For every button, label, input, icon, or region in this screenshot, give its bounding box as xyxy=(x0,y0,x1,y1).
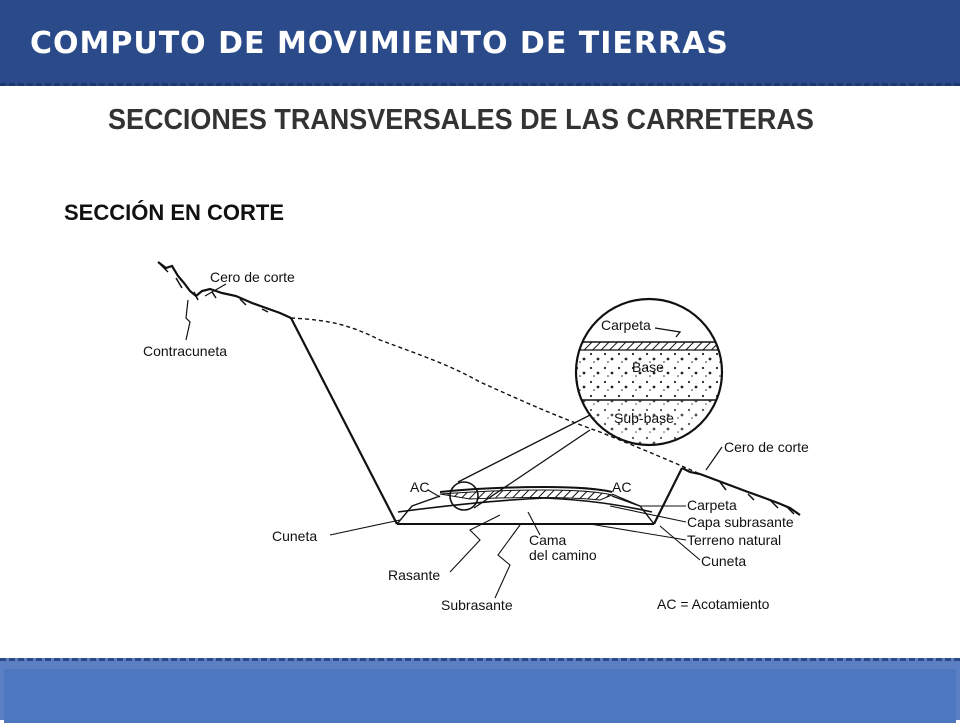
leader-cero-right xyxy=(706,447,722,470)
label-ac-left: AC xyxy=(410,479,430,495)
subrasante-layer xyxy=(398,498,652,512)
section-title: SECCIÓN EN CORTE xyxy=(64,200,285,225)
leader-terreno xyxy=(590,524,686,540)
leader-subrasante xyxy=(495,525,520,598)
base-layer-detail xyxy=(575,350,725,400)
label-cero-corte-left: Cero de corte xyxy=(210,269,295,285)
label-cero-corte-right: Cero de corte xyxy=(724,439,809,455)
footer-bar xyxy=(0,658,960,720)
label-del-camino: del camino xyxy=(529,547,597,563)
label-cama: Cama xyxy=(529,532,567,548)
label-subrasante: Subrasante xyxy=(441,597,513,613)
left-cut-slope xyxy=(291,318,397,524)
label-carpeta-detail: Carpeta xyxy=(601,317,651,333)
leader-ac-left xyxy=(428,490,440,497)
leader-cuneta-left xyxy=(330,520,400,535)
label-sub-base: Sub-base xyxy=(614,410,674,426)
label-cuneta-right: Cuneta xyxy=(701,553,747,569)
label-contracuneta: Contracuneta xyxy=(143,343,228,359)
label-rasante: Rasante xyxy=(388,567,441,583)
leader-capa-subrasante xyxy=(610,506,686,522)
label-ac-right: AC xyxy=(612,479,632,495)
carpeta-layer-detail xyxy=(575,342,725,350)
right-shoulder xyxy=(612,496,654,524)
label-terreno-natural: Terreno natural xyxy=(687,532,782,548)
contracuneta-pointer xyxy=(186,300,190,340)
slide-subtitle: SECCIONES TRANSVERSALES DE LAS CARRETERAS xyxy=(108,104,814,136)
label-ac-legend: AC = Acotamiento xyxy=(657,596,770,612)
footer-inner xyxy=(4,669,956,723)
label-base: Base xyxy=(632,359,664,375)
label-carpeta: Carpeta xyxy=(687,497,737,513)
label-cuneta-left: Cuneta xyxy=(272,528,318,544)
label-capa-subrasante: Capa subrasante xyxy=(687,514,794,530)
slide-title: COMPUTO DE MOVIMIENTO DE TIERRAS xyxy=(30,26,729,61)
